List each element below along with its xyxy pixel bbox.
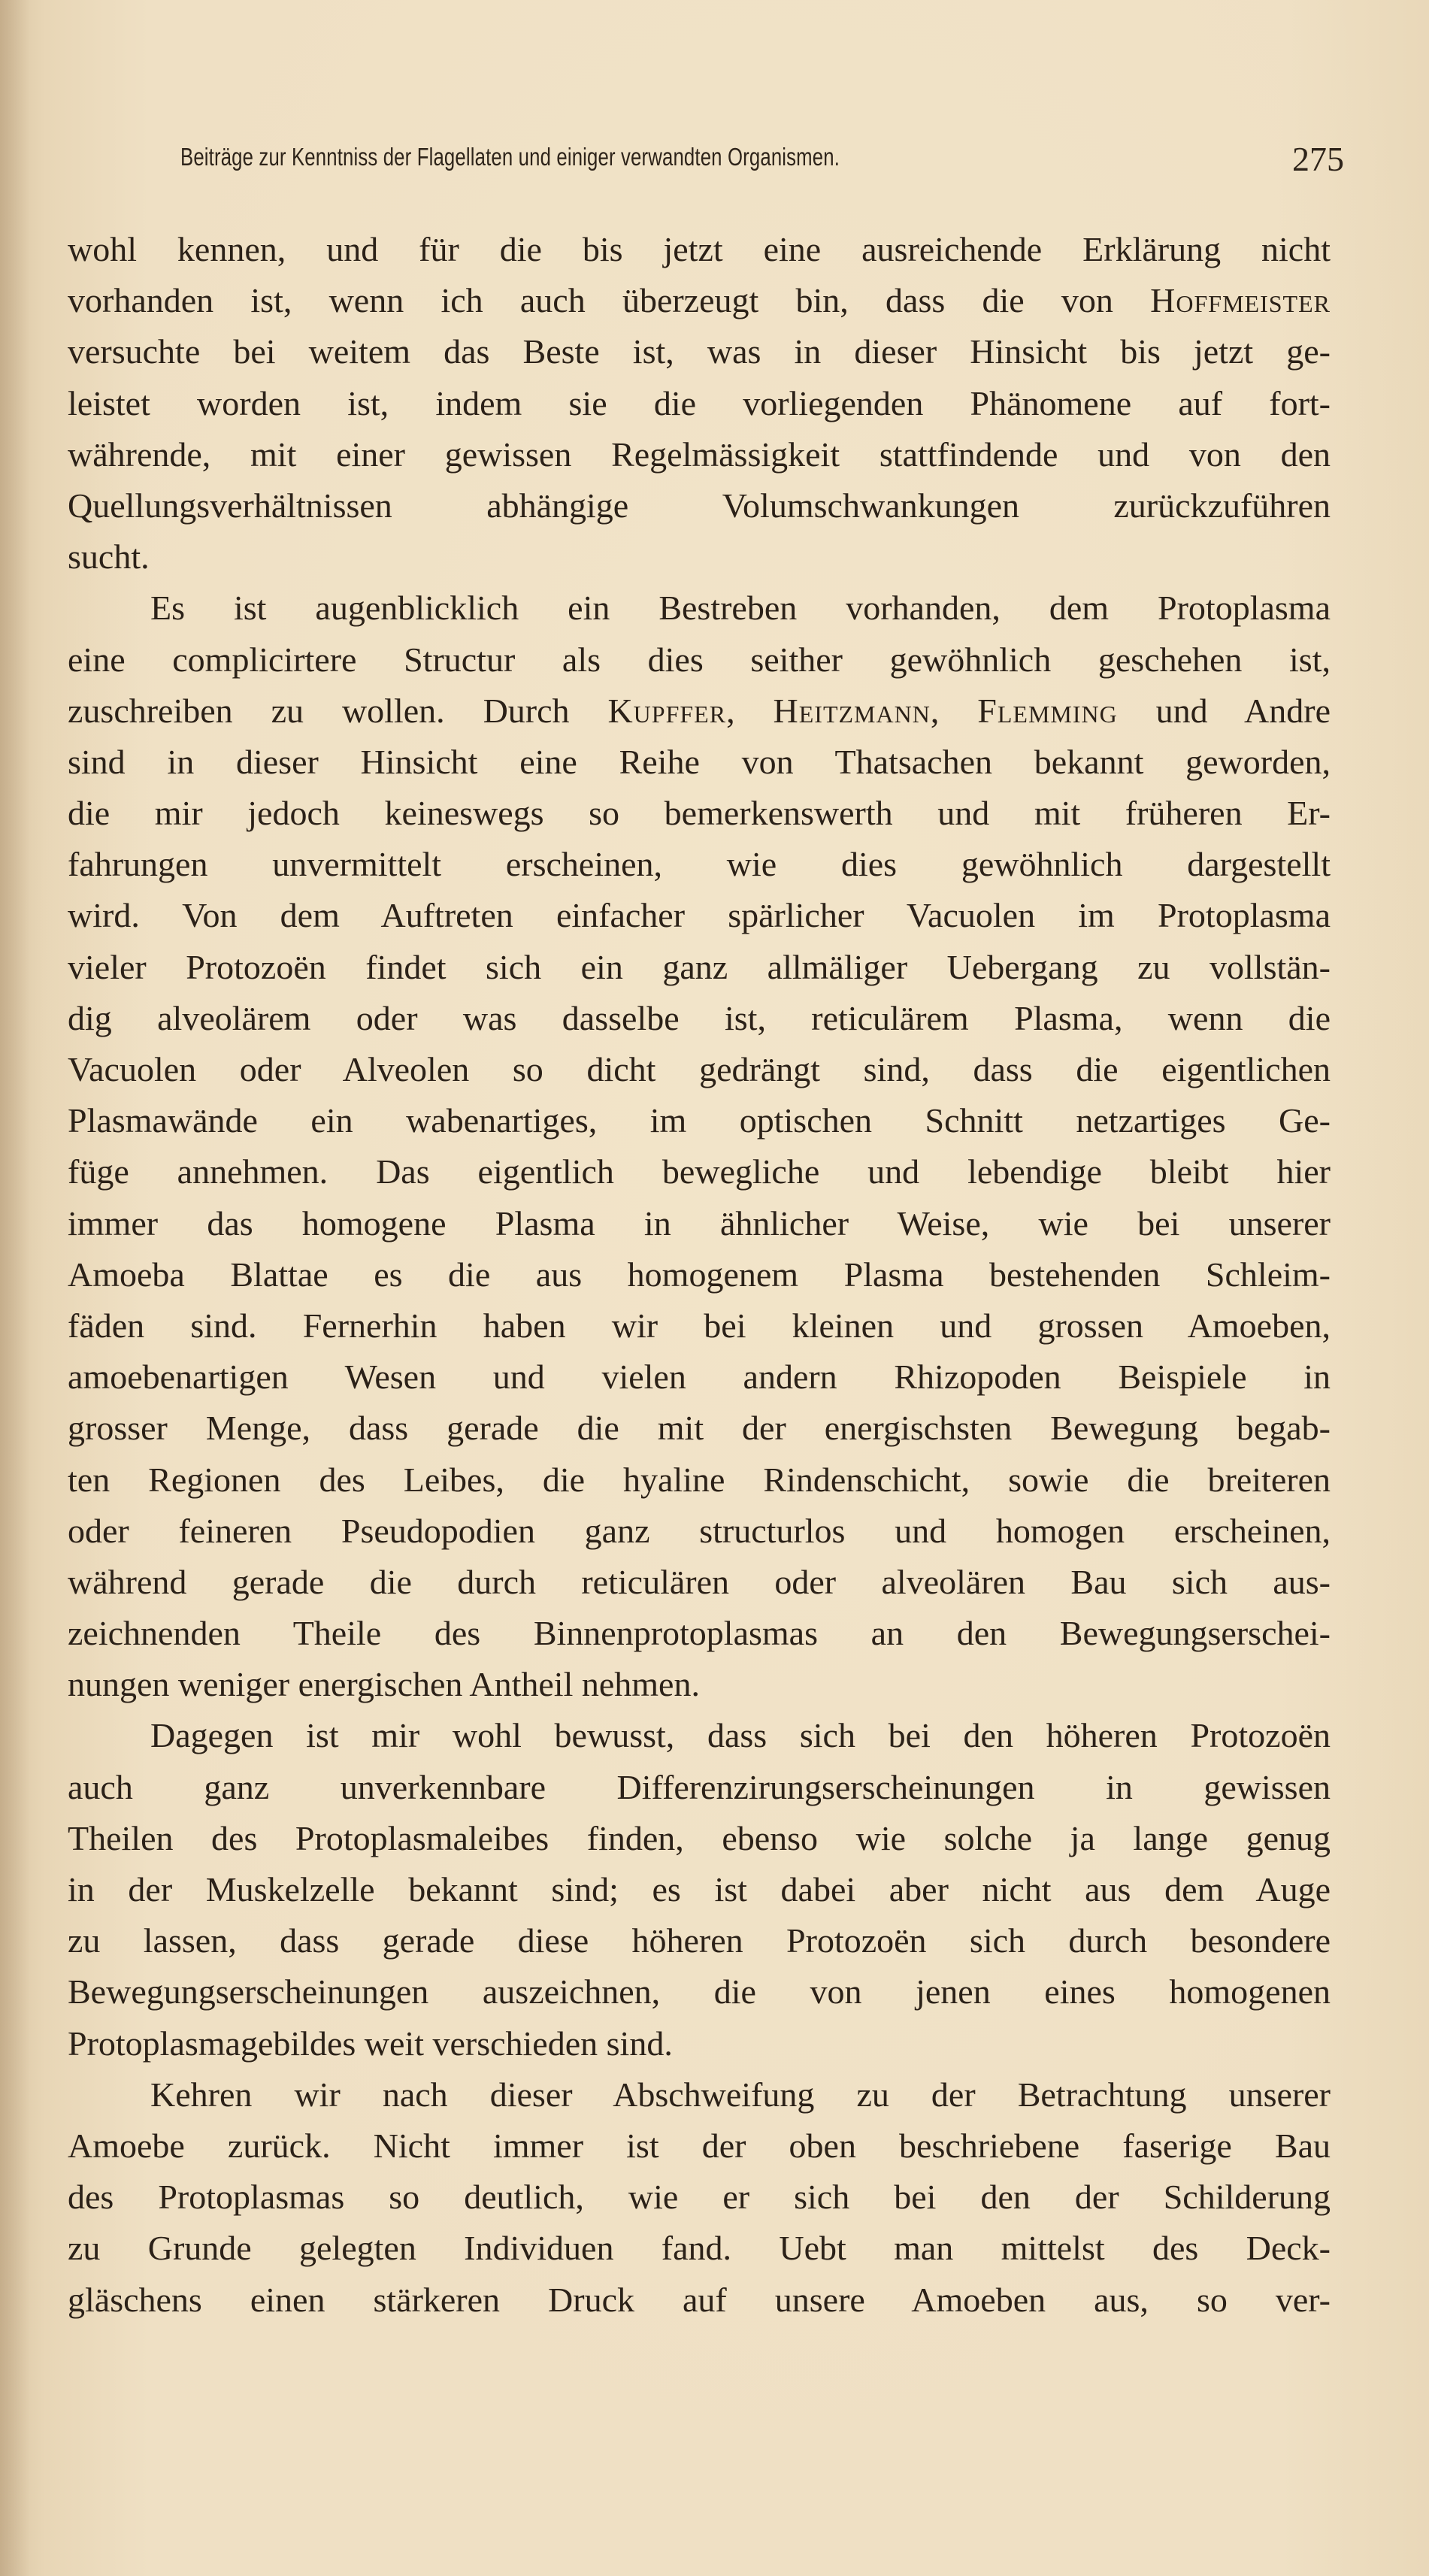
page-number: 275 bbox=[1292, 140, 1344, 178]
text-line: Quellungsverhältnissen abhängige Volumschwankungen zurückzuführen bbox=[68, 486, 1331, 525]
text-line: immer das homogene Plasma in ähnlicher Weise, wie bei unserer bbox=[68, 1203, 1331, 1243]
text-line: Amoebe zurück. Nicht immer ist der oben beschriebene faserige Bau bbox=[68, 2126, 1331, 2165]
body-text bbox=[68, 224, 1331, 2326]
text-line: zuschreiben zu wollen. Durch Kupffer, Heitzmann, Flemming und Andre bbox=[68, 691, 1331, 730]
text-line: fahrungen unvermittelt erscheinen, wie dies gewöhnlich dargestellt bbox=[68, 845, 1331, 884]
author-name: Hoffmeister bbox=[1150, 281, 1331, 320]
text-line: füge annehmen. Das eigentlich bewegliche und lebendige bleibt hier bbox=[68, 1152, 1331, 1191]
running-head-title: Beiträge zur Kenntniss der Flagellaten und einiger verwandten Organismen. bbox=[180, 143, 840, 171]
text-line: Vacuolen oder Alveolen so dicht gedrängt sind, dass die eigentlichen bbox=[68, 1050, 1331, 1088]
text-line: wird. Von dem Auftreten einfacher spärlicher Vacuolen im Protoplasma bbox=[68, 896, 1331, 935]
text-line: vorhanden ist, wenn ich auch überzeugt bin, dass die von Hoffmeister bbox=[68, 281, 1331, 320]
author-name: Kupffer bbox=[607, 691, 727, 730]
text-line: Es ist augenblicklich ein Bestreben vorhanden, dem Protoplasma bbox=[150, 589, 1331, 628]
text-line: die mir jedoch keineswegs so bemerkenswerth und mit früheren Er- bbox=[68, 794, 1331, 833]
text-line: Kehren wir nach dieser Abschweifung zu der Betrachtung unserer bbox=[150, 2075, 1331, 2114]
text-line: zu Grunde gelegten Individuen fand. Uebt man mittelst des Deck- bbox=[68, 2229, 1331, 2268]
text-line: fäden sind. Fernerhin haben wir bei kleinen und grossen Amoeben, bbox=[68, 1306, 1331, 1345]
text-line: Bewegungserscheinungen auszeichnen, die von jenen eines homogenen bbox=[68, 1972, 1331, 2011]
text-line: zeichnenden Theile des Binnenprotoplasmas an den Bewegungserschei- bbox=[68, 1614, 1331, 1653]
text-line: Theilen des Protoplasmaleibes finden, ebenso wie solche ja lange genug bbox=[68, 1818, 1331, 1857]
text-line: ten Regionen des Leibes, die hyaline Rindenschicht, sowie die breiteren bbox=[68, 1460, 1331, 1499]
author-name: Flemming bbox=[977, 691, 1118, 730]
page-gutter-shadow bbox=[0, 0, 30, 2576]
text-line: Dagegen ist mir wohl bewusst, dass sich bei den höheren Protozoën bbox=[150, 1716, 1331, 1755]
text-line: währende, mit einer gewissen Regelmässigkeit stattfindende und von den bbox=[68, 434, 1331, 474]
text-line: gläschens einen stärkeren Druck auf unsere Amoeben aus, so ver- bbox=[68, 2280, 1331, 2319]
text-line: sucht. bbox=[68, 537, 150, 577]
text-line: während gerade die durch reticulären oder alveolären Bau sich aus- bbox=[68, 1562, 1331, 1601]
text-line: sind in dieser Hinsicht eine Reihe von Thatsachen bekannt geworden, bbox=[68, 742, 1331, 781]
text-line: versuchte bei weitem das Beste ist, was in dieser Hinsicht bis jetzt ge- bbox=[68, 332, 1331, 371]
text-line: Amoeba Blattae es die aus homogenem Plasma bestehenden Schleim- bbox=[68, 1255, 1331, 1294]
text-line: Protoplasmagebildes weit verschieden sind. bbox=[68, 2024, 673, 2063]
author-name: Heitzmann bbox=[773, 691, 931, 730]
text-line: nungen weniger energischen Antheil nehmen. bbox=[68, 1665, 700, 1704]
text-line: des Protoplasmas so deutlich, wie er sich bei den der Schilderung bbox=[68, 2178, 1331, 2217]
text-line: dig alveolärem oder was dasselbe ist, reticulärem Plasma, wenn die bbox=[68, 998, 1331, 1037]
text-line: Plasmawände ein wabenartiges, im optischen Schnitt netzartiges Ge- bbox=[68, 1101, 1331, 1140]
text-line: wohl kennen, und für die bis jetzt eine ausreichende Erklärung nicht bbox=[68, 230, 1331, 268]
text-line: grosser Menge, dass gerade die mit der energischsten Bewegung begab- bbox=[68, 1409, 1331, 1448]
text-line: auch ganz unverkennbare Differenzirungserscheinungen in gewissen bbox=[68, 1767, 1331, 1806]
text-line: amoebenartigen Wesen und vielen andern Rhizopoden Beispiele in bbox=[68, 1358, 1331, 1397]
text-line: leistet worden ist, indem sie die vorliegenden Phänomene auf fort- bbox=[68, 383, 1331, 422]
text-line: oder feineren Pseudopodien ganz structurlos und homogen erscheinen, bbox=[68, 1511, 1331, 1550]
text-line: eine complicirtere Structur als dies seither gewöhnlich geschehen ist, bbox=[68, 640, 1331, 679]
text-line: in der Muskelzelle bekannt sind; es ist dabei aber nicht aus dem Auge bbox=[68, 1870, 1331, 1909]
text-line: vieler Protozoën findet sich ein ganz allmäliger Uebergang zu vollstän- bbox=[68, 947, 1331, 986]
text-line: zu lassen, dass gerade diese höheren Protozoën sich durch besondere bbox=[68, 1921, 1331, 1960]
